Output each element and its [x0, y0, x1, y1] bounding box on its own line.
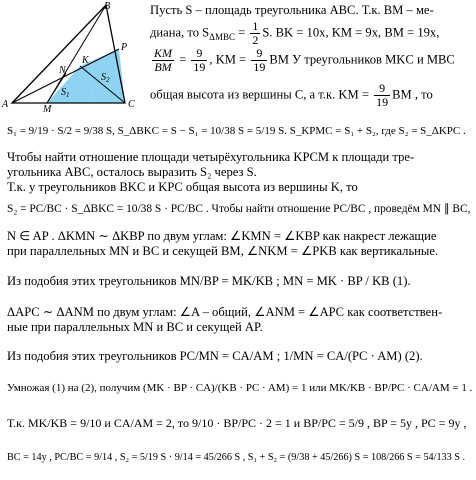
- text-line-2: диана, то $S_{\Delta MBC}$ = $\frac{1}{2}$ S. BK = 10x, KM = 9x, BM = 19x,: [150, 19, 440, 47]
- label-m: M: [43, 104, 52, 112]
- label-b: B: [104, 1, 111, 12]
- text-line-18: BC = 14y , PC/BC = 9/14 , S₂ = 5/19 S · 9/14 = 45/266 S , S₁ + S₂ = (9/38 + 45/266) S = 108/266 S = 54/133 S .: [7, 452, 466, 463]
- text-line-17: Т.к. MK/KB = 9/10 и CA/AM = 2, то 9/10 · BP/PC · 2 = 1 и BP/PC = 5/9 , BP = 5y , PC = 9y ,: [7, 416, 467, 430]
- text-line-11: при параллельных MN и BC и секущей BM, ∠NKM = ∠PKB как вертикальные.: [7, 244, 439, 258]
- label-n: N: [59, 65, 66, 76]
- label-c: C: [128, 99, 135, 110]
- text-line-9: S₂ = PC/BC · S_ΔBKC = 10/38 S · PC/BC . Чтобы найти отношение PC/BC , проведём MN ∥ BC,: [7, 203, 471, 215]
- triangle-figure: [0, 0, 148, 112]
- text-line-14: ные при параллельных MN и BC и секущей AP.: [7, 320, 263, 334]
- label-k: K: [82, 55, 89, 66]
- text-line-12: Из подобия этих треугольников MN/BP = MK/KB ; MN = MK · BP / KB (1).: [7, 274, 411, 288]
- label-s1: $S_1$: [61, 87, 70, 99]
- text-line-8: Т.к. у треугольников BKC и KPC общая высота из вершины K, то: [7, 180, 358, 194]
- label-p: P: [121, 42, 128, 53]
- text-line-1: Пусть S – площадь треугольника ABC. Т.к. BM – ме-: [150, 3, 434, 17]
- label-a: A: [2, 99, 9, 110]
- text-line-10: N ∈ AP . ΔKMN ∼ ΔKBP по двум углам: ∠KMN = ∠KBP как накрест лежащие: [7, 229, 437, 243]
- text-line-3: $\frac{KM}{BM}$ = $\frac{9}{19}$ , KM = $\frac{9}{19}$ BM У треугольников MKC и MBC: [154, 46, 455, 74]
- text-line-13: ΔAPC ∼ ΔANM по двум углам: ∠A – общий, ∠ANM = ∠APC как соответствен-: [7, 305, 443, 319]
- text-line-4: общая высота из вершины C, а т.к. KM = $\frac{9}{19}$ BM , то: [150, 81, 433, 109]
- text-line-5: S₁ = 9/19 · S/2 = 9/38 S, S_ΔBKC = S − S₁ = 10/38 S = 5/19 S. S_KPMC = S₁ + S₂, где S₂ = S_ΔKPC .: [7, 125, 466, 137]
- text-line-15: Из подобия этих треугольников PC/MN = CA/AM ; 1/MN = CA/(PC · AM) (2).: [7, 349, 423, 363]
- label-s2: $S_2$: [101, 72, 110, 84]
- text-line-7: угольника ABC, осталось выразить S₂ через S.: [7, 165, 257, 179]
- text-line-16: Умножая (1) на (2), получим (MK · BP · CA)/(KB · PC · AM) = 1 или MK/KB · BP/PC · CA/AM = 1 .: [7, 382, 473, 394]
- text-line-6: Чтобы найти отношение площади четырёхугольника KPCM к площади тре-: [7, 150, 415, 164]
